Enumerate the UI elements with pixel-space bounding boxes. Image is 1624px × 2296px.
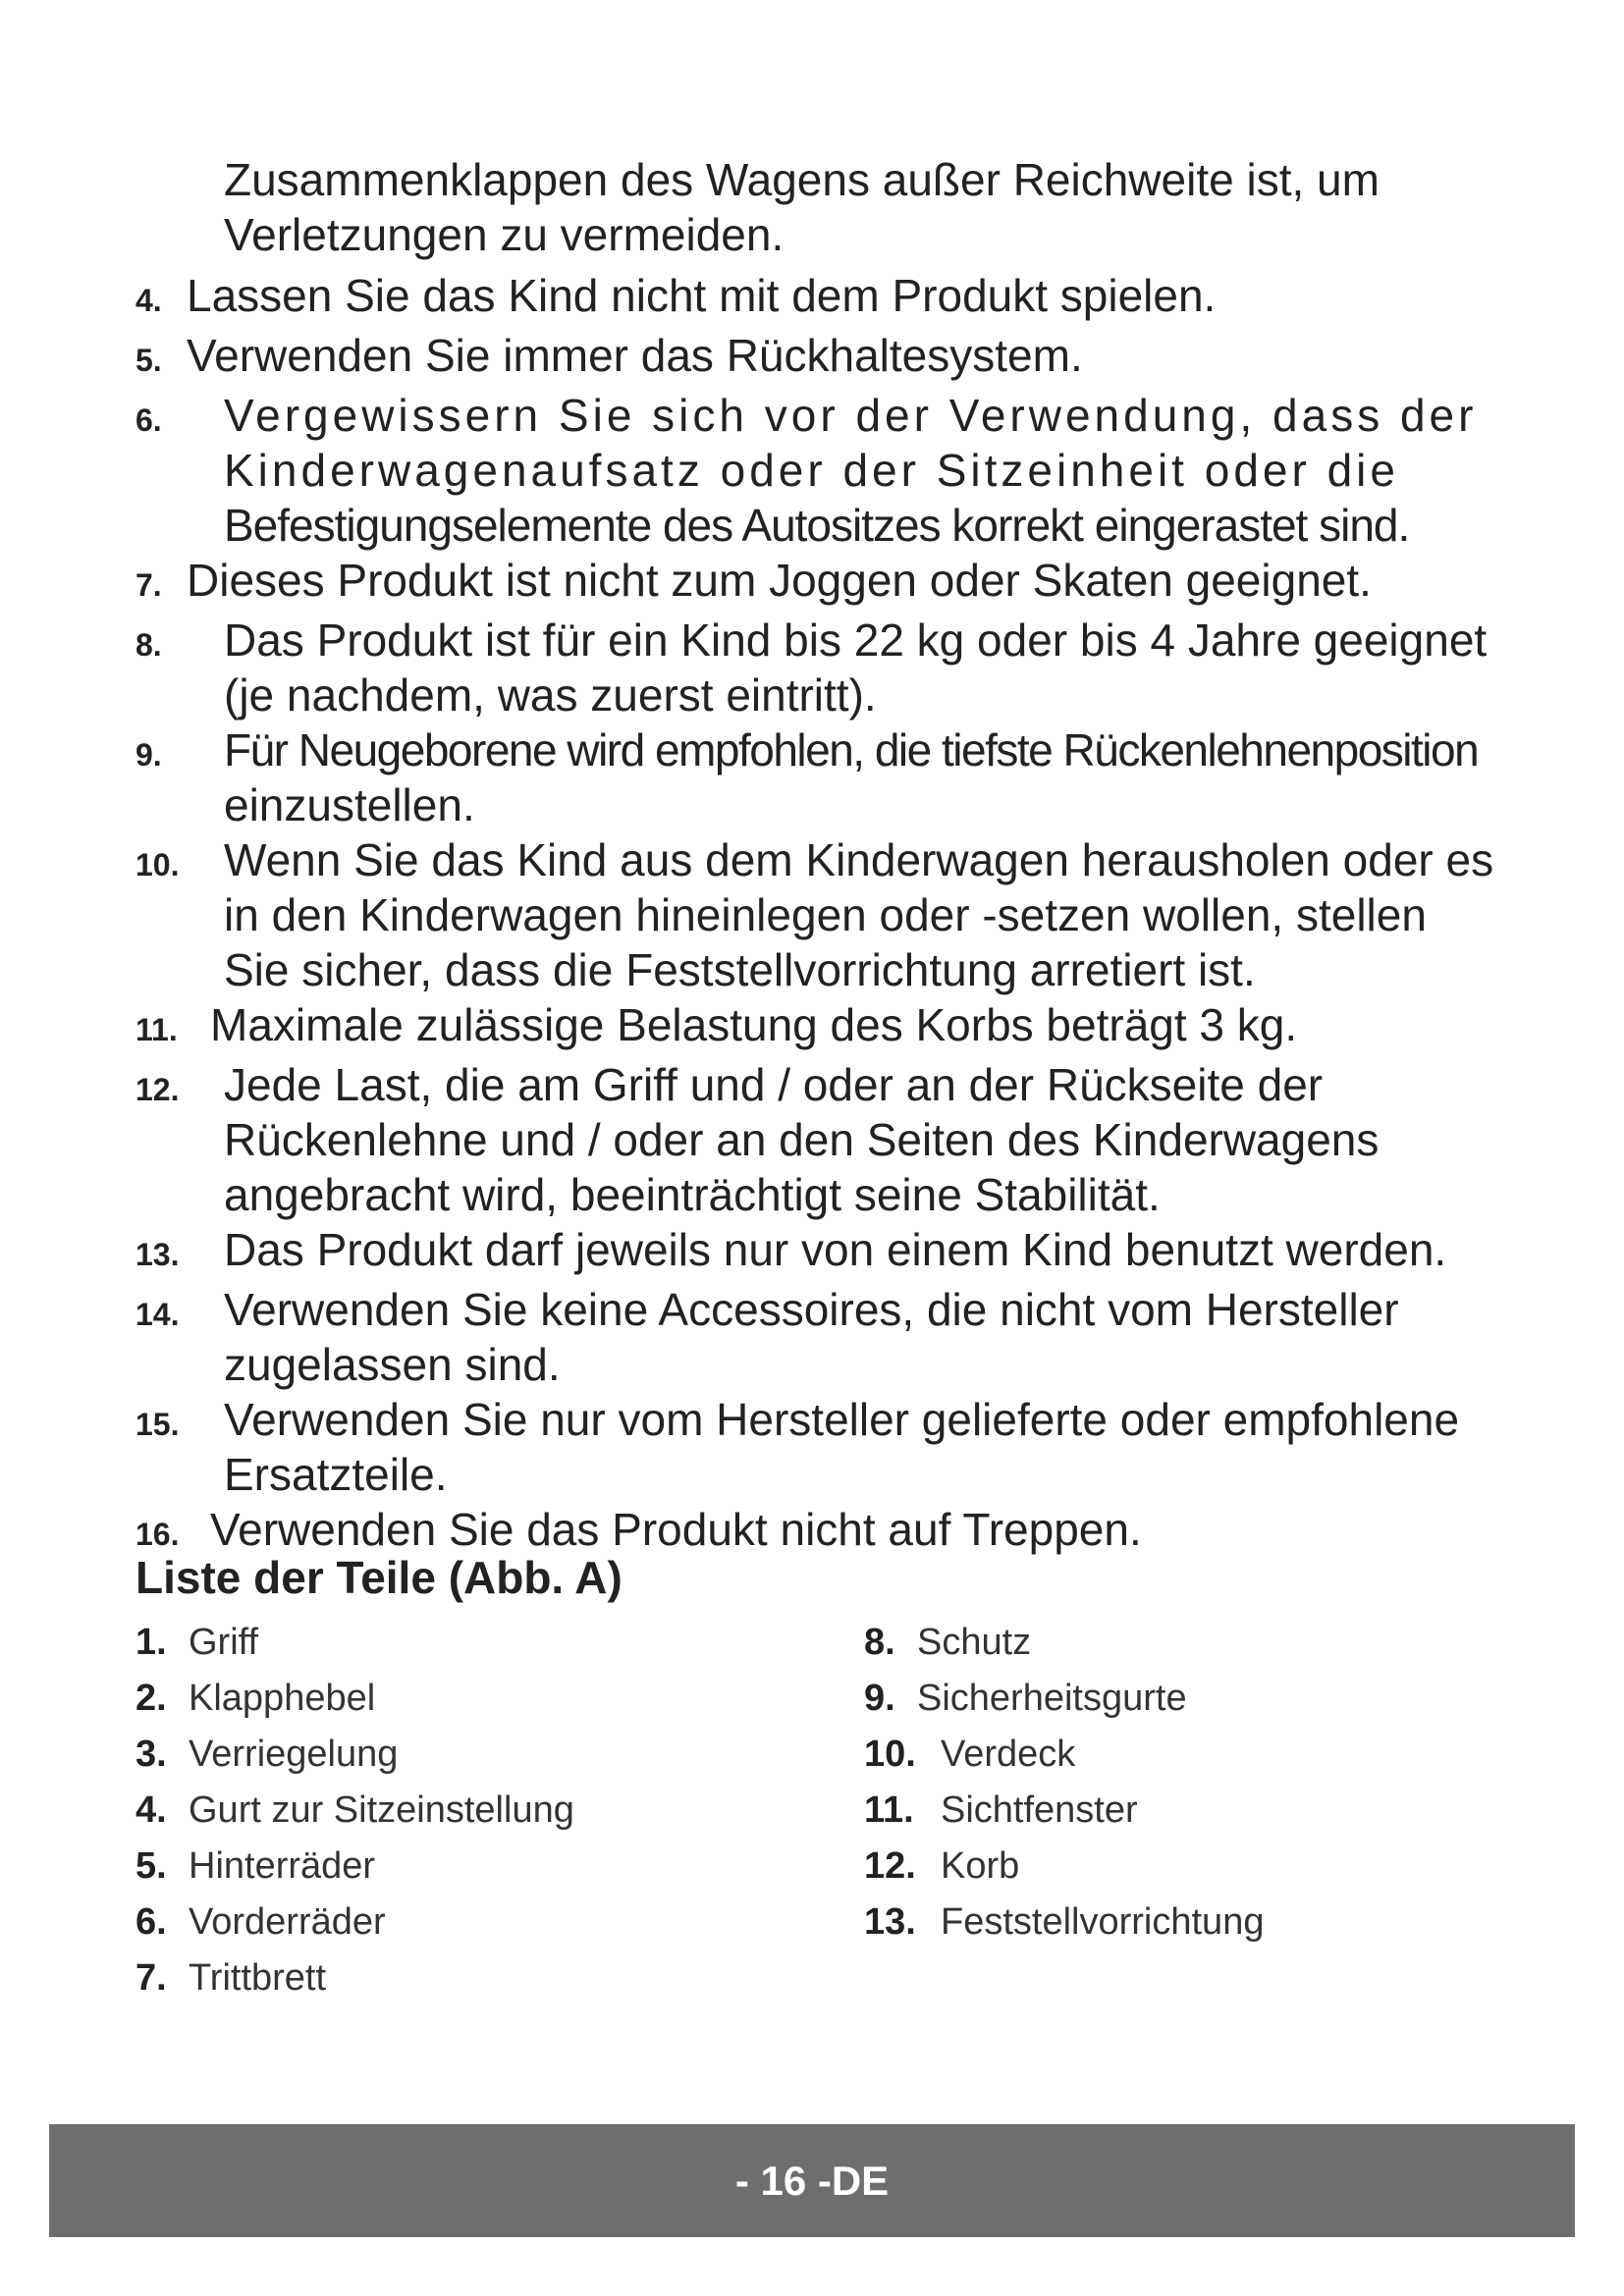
- warning-line: Für Neugeborene wird empfohlen, die tiefste Rückenlehnenposition: [224, 724, 1479, 775]
- part-label: Korb: [941, 1845, 1020, 1887]
- parts-list-right: [864, 1622, 1264, 1957]
- part-number: 3.: [135, 1734, 167, 1775]
- part-number: 5.: [135, 1845, 167, 1887]
- part-number: 12.: [864, 1845, 916, 1887]
- warning-text: [224, 722, 1589, 832]
- part-item: [135, 1622, 574, 1678]
- warning-number: 14.: [135, 1297, 180, 1332]
- continuation-text: [224, 152, 1589, 262]
- warning-line: Wenn Sie das Kind aus dem Kinderwagen herausholen oder es: [224, 834, 1494, 885]
- part-number: 1.: [135, 1622, 167, 1663]
- part-label: Sichtfenster: [941, 1789, 1138, 1831]
- warning-text: [210, 997, 1589, 1052]
- continuation-line: Zusammenklappen des Wagens außer Reichweite ist, um: [224, 154, 1380, 205]
- part-label: Verdeck: [941, 1734, 1076, 1775]
- part-label: Sicherheitsgurte: [917, 1678, 1187, 1719]
- part-number: 9.: [864, 1678, 895, 1719]
- warning-text: [187, 328, 1589, 383]
- warning-item: [135, 722, 1589, 832]
- warning-line: (je nachdem, was zuerst eintritt).: [224, 669, 877, 721]
- part-item: [135, 1678, 574, 1734]
- part-label: Griff: [189, 1622, 259, 1663]
- warning-line: Sie sicher, dass die Feststellvorrichtung arretiert ist.: [224, 944, 1256, 995]
- part-item: [864, 1678, 1264, 1734]
- part-number: 10.: [864, 1734, 916, 1775]
- part-number: 7.: [135, 1957, 167, 1999]
- warning-number: 4.: [135, 283, 162, 318]
- warning-text: [224, 832, 1589, 997]
- warning-item: [135, 268, 1589, 328]
- part-label: Trittbrett: [189, 1957, 327, 1999]
- warning-number: 15.: [135, 1407, 180, 1442]
- warning-number: 5.: [135, 343, 162, 378]
- warning-line: Ersatzteile.: [224, 1449, 448, 1500]
- part-item: [864, 1622, 1264, 1678]
- warning-number: 6.: [135, 402, 162, 438]
- warning-text: [224, 613, 1589, 722]
- warning-text: [187, 553, 1589, 608]
- warning-number: 16.: [135, 1517, 180, 1552]
- warning-text: [224, 1057, 1589, 1222]
- part-item: [135, 1957, 574, 2013]
- warning-text: [224, 388, 1589, 553]
- warning-line: Verwenden Sie das Produkt nicht auf Treppen.: [210, 1504, 1142, 1555]
- warning-line: Jede Last, die am Griff und / oder an der Rückseite der: [224, 1059, 1324, 1110]
- part-item: [135, 1734, 574, 1789]
- part-item: [135, 1845, 574, 1901]
- warning-text: [187, 268, 1589, 323]
- warning-line: in den Kinderwagen hineinlegen oder -setzen wollen, stellen: [224, 889, 1427, 940]
- part-item: [864, 1901, 1264, 1957]
- part-label: Vorderräder: [189, 1901, 386, 1943]
- warning-line: Vergewissern Sie sich vor der Verwendung, dass der: [224, 390, 1478, 441]
- warning-number: 8.: [135, 627, 162, 663]
- warning-line: Dieses Produkt ist nicht zum Joggen oder Skaten geeignet.: [187, 555, 1372, 606]
- part-label: Hinterräder: [189, 1845, 376, 1887]
- page-footer-bar: [49, 2124, 1575, 2237]
- warning-number: 13.: [135, 1237, 180, 1272]
- part-item: [864, 1734, 1264, 1789]
- warning-line: Kinderwagenaufsatz oder der Sitzeinheit oder die: [224, 445, 1399, 496]
- warning-item: [135, 613, 1589, 722]
- warning-item: [135, 328, 1589, 388]
- warning-text: [224, 1222, 1589, 1277]
- warning-line: zugelassen sind.: [224, 1339, 561, 1390]
- warning-item: [135, 553, 1589, 613]
- part-label: Klapphebel: [189, 1678, 376, 1719]
- warning-item: [135, 997, 1589, 1057]
- warning-line: Das Produkt ist für ein Kind bis 22 kg oder bis 4 Jahre geeignet: [224, 614, 1488, 666]
- part-item: [135, 1789, 574, 1845]
- warning-item: [135, 1282, 1589, 1392]
- warning-number: 11.: [135, 1012, 178, 1047]
- part-number: 8.: [864, 1622, 895, 1663]
- warning-line: Das Produkt darf jeweils nur von einem Kind benutzt werden.: [224, 1224, 1447, 1275]
- warning-item: [135, 1222, 1589, 1282]
- warning-item: [135, 832, 1589, 997]
- warning-number: 7.: [135, 567, 162, 603]
- warning-line: Befestigungselemente des Autositzes korrekt eingerastet sind.: [224, 500, 1410, 551]
- warning-line: Verwenden Sie keine Accessoires, die nicht vom Hersteller: [224, 1284, 1399, 1335]
- warning-number: 9.: [135, 737, 162, 773]
- warning-line: Lassen Sie das Kind nicht mit dem Produkt spielen.: [187, 270, 1217, 321]
- part-item: [135, 1901, 574, 1957]
- warning-item: [135, 1057, 1589, 1222]
- part-number: 6.: [135, 1901, 167, 1943]
- warning-text: [210, 1502, 1589, 1557]
- warnings-list: [135, 152, 1589, 1562]
- part-number: 4.: [135, 1789, 167, 1831]
- warning-number: 10.: [135, 847, 180, 882]
- part-number: 13.: [864, 1901, 916, 1943]
- warning-line: angebracht wird, beeinträchtigt seine Stabilität.: [224, 1169, 1161, 1220]
- parts-list-heading: Liste der Teile (Abb. A): [135, 1552, 623, 1603]
- part-label: Verriegelung: [189, 1734, 399, 1775]
- part-item: [864, 1789, 1264, 1845]
- warning-number: 12.: [135, 1072, 180, 1107]
- parts-list-left: [135, 1622, 574, 2013]
- warning-item: [135, 388, 1589, 553]
- warning-line: Maximale zulässige Belastung des Korbs beträgt 3 kg.: [210, 999, 1298, 1050]
- warning-line: einzustellen.: [224, 779, 475, 830]
- warning-text: [224, 1282, 1589, 1392]
- part-label: Schutz: [917, 1622, 1032, 1663]
- warning-text: [224, 1392, 1589, 1502]
- page-number: - 16 -DE: [734, 2157, 890, 2204]
- part-number: 11.: [864, 1789, 914, 1831]
- warning-line: Verwenden Sie nur vom Hersteller gelieferte oder empfohlene: [224, 1394, 1460, 1445]
- part-label: Gurt zur Sitzeinstellung: [189, 1789, 574, 1831]
- continuation-line: Verletzungen zu vermeiden.: [224, 209, 785, 260]
- warning-line: Verwenden Sie immer das Rückhaltesystem.: [187, 330, 1083, 381]
- part-item: [864, 1845, 1264, 1901]
- warning-line: Rückenlehne und / oder an den Seiten des Kinderwagens: [224, 1114, 1380, 1165]
- warning-item: [135, 1392, 1589, 1502]
- part-number: 2.: [135, 1678, 167, 1719]
- part-label: Feststellvorrichtung: [941, 1901, 1265, 1943]
